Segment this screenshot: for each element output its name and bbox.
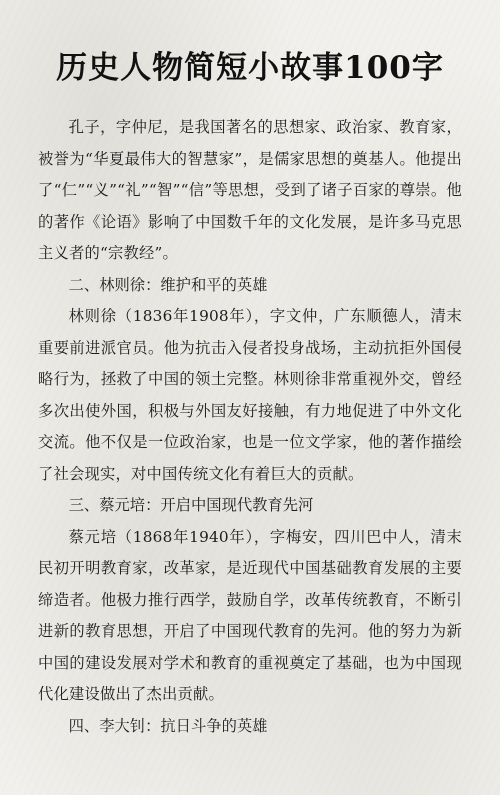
section-heading-lin-zexu: 二、林则徐：维护和平的英雄 [68, 275, 268, 294]
section-heading-li-dazhao: 四、李大钊：抗日斗争的英雄 [68, 716, 268, 735]
paragraph-cai-yuanpei: 蔡元培（1868年1940年），字梅安，四川巴中人，清末民初开明教育家，改革家，是近现代中国基础教育发展的主要缔造者。他极力推行西学，鼓励自学，改革传统教育，不断引进新的教育思想，开启了中国现代教育的先河。他的努力为新中国的建设发展对学术和教育的重视奠定了基础，也为中国现代化建设做出了杰出贡献。 [38, 527, 462, 703]
section-heading-cai-yuanpei: 三、蔡元培：开启中国现代教育先河 [68, 496, 314, 514]
page-title: 历史人物简短小故事100字 [56, 50, 444, 86]
article-body [38, 112, 462, 742]
paragraph-kongzi: 孔子，字仲尼，是我国著名的思想家、政治家、教育家，被誉为“华夏最伟大的智慧家”，是儒家思想的奠基人。他提出了“仁”“义”“礼”“智”“信”等思想，受到了诸子百家的尊崇。他的著作《论语》影响了中国数千年的文化发展，是许多马克思主义者的“宗教经”。 [38, 118, 462, 262]
paragraph-lin-zexu: 林则徐（1836年1908年），字文仲，广东顺德人，清末重要前进派官员。他为抗击入侵者投身战场，主动抗拒外国侵略行为，拯救了中国的领土完整。林则徐非常重视外交，曾经多次出使外国，积极与外国友好接触，有力地促进了中外文化交流。他不仅是一位政治家，也是一位文学家，他的著作描绘了社会现实，对中国传统文化有着巨大的贡献。 [38, 307, 462, 483]
